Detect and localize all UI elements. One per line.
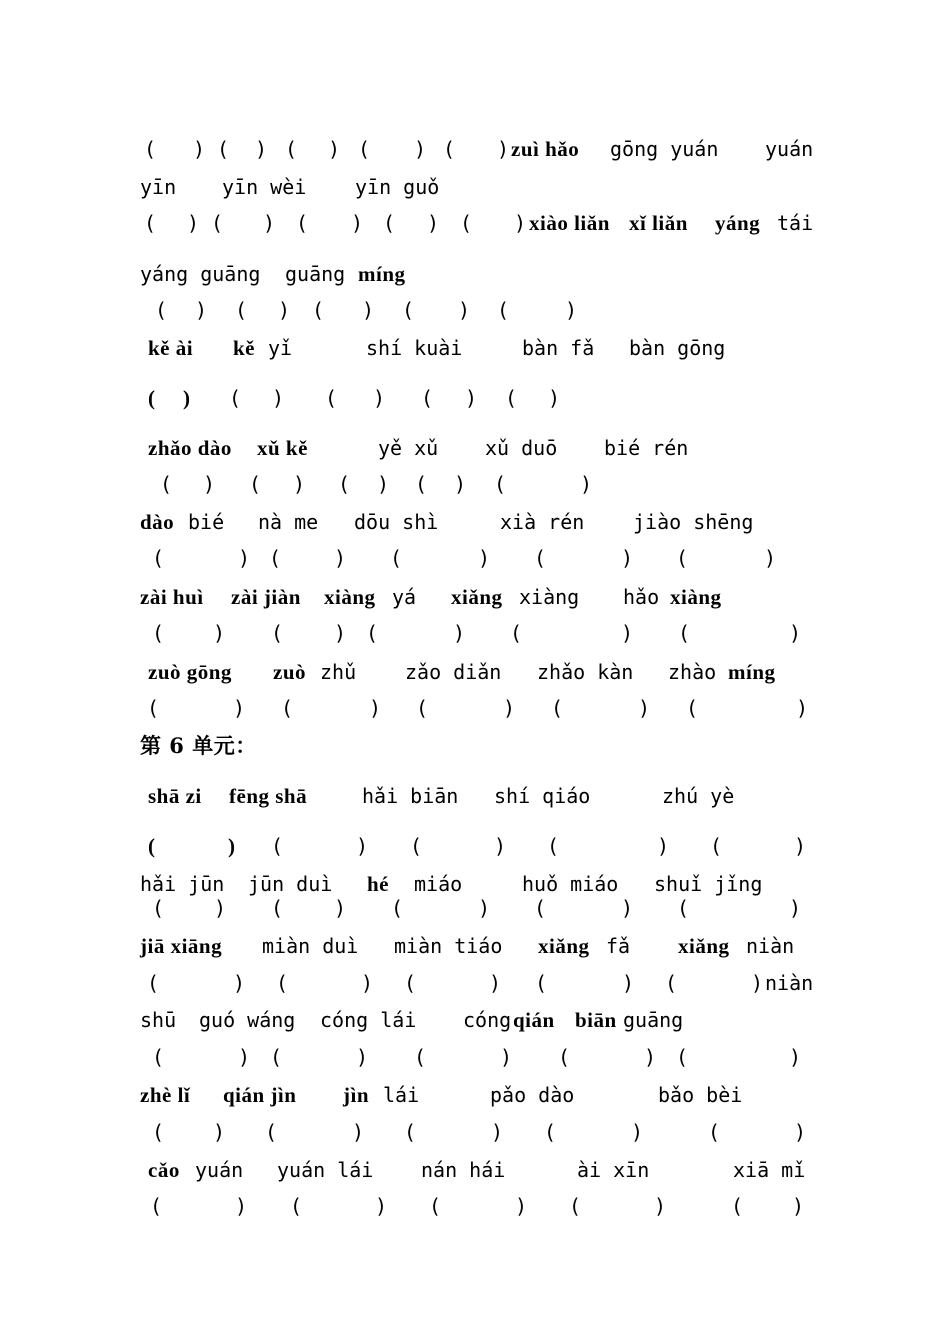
- pinyin-word: míng: [358, 262, 406, 286]
- answer-blank-open: (: [391, 896, 404, 920]
- text-line: [0, 1080, 950, 1110]
- pinyin-word: kě: [233, 336, 255, 360]
- pinyin-word: pǎo dào: [490, 1083, 575, 1107]
- answer-blank-open: (: [152, 546, 165, 570]
- pinyin-word: zǎo diǎn: [405, 660, 502, 684]
- pinyin-word: xià rén: [500, 510, 585, 534]
- answer-blank-open: (: [460, 211, 473, 235]
- pinyin-word: xiā mǐ: [733, 1158, 806, 1182]
- pinyin-word: xiàng: [670, 585, 722, 609]
- text-line: [0, 831, 950, 861]
- pinyin-word: xiàng: [519, 585, 580, 609]
- pinyin-word: yīn: [140, 175, 177, 199]
- answer-blank-close: ): [500, 1045, 513, 1069]
- answer-blank-close: ): [369, 696, 382, 720]
- pinyin-word: miáo: [414, 872, 463, 896]
- answer-blank-open: (: [708, 1120, 721, 1144]
- answer-blank-close: ): [631, 1120, 644, 1144]
- pinyin-word: zhǔ: [320, 660, 357, 684]
- answer-blank-open: (: [229, 386, 242, 410]
- answer-blank-open: (: [404, 971, 417, 995]
- pinyin-word: biān: [575, 1008, 617, 1032]
- text-line: [0, 968, 950, 998]
- answer-blank-close: ): [328, 137, 341, 161]
- answer-blank-open: (: [325, 386, 338, 410]
- pinyin-word: yīn wèi: [222, 175, 307, 199]
- answer-blank-open: (: [404, 1120, 417, 1144]
- answer-blank-close: ): [255, 137, 268, 161]
- pinyin-word: zhǎo dào: [148, 436, 232, 460]
- pinyin-word: zuì hǎo: [511, 137, 580, 161]
- answer-blank-close: ): [278, 298, 291, 322]
- answer-blank-close: ): [361, 971, 374, 995]
- text-line: [0, 469, 950, 499]
- pinyin-word: fēng shā: [229, 784, 308, 808]
- pinyin-word: huǒ miáo: [522, 872, 619, 896]
- answer-blank-close: ): [334, 621, 347, 645]
- text-line: [0, 1005, 950, 1035]
- pinyin-word: cóng lái: [320, 1008, 417, 1032]
- text-line: [0, 693, 950, 723]
- answer-blank-close: ): [796, 696, 809, 720]
- answer-blank-open: (: [265, 1120, 278, 1144]
- answer-blank-close: ): [183, 386, 191, 410]
- pinyin-word: fǎ: [606, 934, 631, 958]
- pinyin-word: guāng: [623, 1008, 684, 1032]
- pinyin-word: zuò: [273, 660, 306, 684]
- pinyin-word: bié: [188, 510, 225, 534]
- answer-blank-open: (: [144, 211, 157, 235]
- answer-blank-close: ): [458, 298, 471, 322]
- pinyin-word: tái: [777, 211, 814, 235]
- answer-blank-close: ): [478, 546, 491, 570]
- answer-blank-close: ): [565, 298, 578, 322]
- answer-blank-open: (: [505, 386, 518, 410]
- answer-blank-close: ): [228, 834, 236, 858]
- pinyin-word: shí qiáo: [494, 784, 591, 808]
- pinyin-word: nà me: [258, 510, 319, 534]
- section-heading-row: [0, 731, 950, 761]
- answer-blank-close: ): [489, 971, 502, 995]
- answer-blank-close: ): [187, 211, 200, 235]
- pinyin-word: hǎi biān: [362, 784, 459, 808]
- text-line: [0, 582, 950, 612]
- pinyin-word: hǎi jūn: [140, 872, 225, 896]
- answer-blank-close: ): [792, 1194, 805, 1218]
- answer-blank-open: (: [710, 834, 723, 858]
- answer-blank-open: (: [497, 298, 510, 322]
- text-line: [0, 1155, 950, 1185]
- answer-blank-open: (: [677, 896, 690, 920]
- answer-blank-open: (: [535, 971, 548, 995]
- answer-blank-close: ): [514, 211, 527, 235]
- pinyin-word: bàn gōng: [629, 336, 726, 360]
- answer-blank-close: ): [233, 971, 246, 995]
- answer-blank-close: ): [238, 1045, 251, 1069]
- answer-blank-open: (: [276, 971, 289, 995]
- pinyin-word: lái: [383, 1083, 420, 1107]
- pinyin-word: hǎo: [623, 585, 660, 609]
- answer-blank-open: (: [147, 696, 160, 720]
- pinyin-word: xiǎng: [538, 934, 590, 958]
- answer-blank-open: (: [534, 546, 547, 570]
- answer-blank-open: (: [211, 211, 224, 235]
- answer-blank-open: (: [366, 621, 379, 645]
- pinyin-word: shí kuài: [366, 336, 463, 360]
- pinyin-word: yuán: [195, 1158, 244, 1182]
- answer-blank-open: (: [338, 472, 351, 496]
- answer-blank-close: ): [214, 896, 227, 920]
- answer-blank-open: (: [152, 1120, 165, 1144]
- answer-blank-open: (: [271, 834, 284, 858]
- answer-blank-close: ): [356, 834, 369, 858]
- answer-blank-close: ): [503, 696, 516, 720]
- text-line: [0, 931, 950, 961]
- pinyin-word: gōng yuán: [610, 137, 719, 161]
- answer-blank-open: (: [152, 896, 165, 920]
- answer-blank-open: (: [402, 298, 415, 322]
- answer-blank-close: ): [238, 546, 251, 570]
- text-line: [0, 172, 950, 202]
- answer-blank-close: ): [764, 546, 777, 570]
- answer-blank-open: (: [569, 1194, 582, 1218]
- answer-blank-close: ): [789, 1045, 802, 1069]
- answer-blank-open: (: [148, 834, 156, 858]
- answer-blank-open: (: [665, 971, 678, 995]
- pinyin-word: jiào shēng: [633, 510, 754, 534]
- answer-blank-open: (: [421, 386, 434, 410]
- pinyin-word: xǔ kě: [257, 436, 308, 460]
- answer-blank-close: ): [373, 386, 386, 410]
- text-line: [0, 1117, 950, 1147]
- text-line: [0, 295, 950, 325]
- pinyin-word: yáng: [715, 211, 761, 235]
- pinyin-word: xiǎng: [678, 934, 730, 958]
- pinyin-word: jūn duì: [248, 872, 333, 896]
- answer-blank-close: ): [654, 1194, 667, 1218]
- answer-blank-open: (: [155, 298, 168, 322]
- answer-blank-close: ): [293, 472, 306, 496]
- answer-blank-open: (: [414, 1045, 427, 1069]
- answer-blank-close: ): [203, 472, 216, 496]
- answer-blank-open: (: [558, 1045, 571, 1069]
- pinyin-word: zhú yè: [662, 784, 735, 808]
- answer-blank-open: (: [281, 696, 294, 720]
- answer-blank-open: (: [269, 546, 282, 570]
- pinyin-word: niàn: [765, 971, 814, 995]
- answer-blank-open: (: [390, 546, 403, 570]
- pinyin-word: zài huì: [140, 585, 204, 609]
- pinyin-word: shuǐ jǐng: [654, 872, 763, 896]
- answer-blank-open: (: [383, 211, 396, 235]
- pinyin-word: miàn duì: [262, 934, 359, 958]
- pinyin-word: qián: [513, 1008, 555, 1032]
- text-line: [0, 433, 950, 463]
- pinyin-word: ài xīn: [577, 1158, 650, 1182]
- answer-blank-close: ): [657, 834, 670, 858]
- answer-blank-close: ): [478, 896, 491, 920]
- answer-blank-close: ): [580, 472, 593, 496]
- pinyin-word: zhào: [668, 660, 717, 684]
- answer-blank-open: (: [443, 137, 456, 161]
- pinyin-word: míng: [728, 660, 776, 684]
- text-line: [0, 618, 950, 648]
- answer-blank-open: (: [415, 472, 428, 496]
- answer-blank-close: ): [334, 546, 347, 570]
- answer-blank-close: ): [193, 137, 206, 161]
- answer-blank-open: (: [235, 298, 248, 322]
- pinyin-word: shū: [140, 1008, 177, 1032]
- answer-blank-close: ): [334, 896, 347, 920]
- answer-blank-open: (: [152, 621, 165, 645]
- answer-blank-close: ): [494, 834, 507, 858]
- answer-blank-open: (: [731, 1194, 744, 1218]
- pinyin-word: yīn guǒ: [355, 175, 440, 199]
- answer-blank-open: (: [160, 472, 173, 496]
- pinyin-word: dào: [140, 510, 175, 534]
- pinyin-word: bàn fǎ: [522, 336, 595, 360]
- pinyin-word: xǔ duō: [485, 436, 558, 460]
- answer-blank-close: ): [621, 896, 634, 920]
- answer-blank-close: ): [377, 472, 390, 496]
- answer-blank-close: ): [195, 298, 208, 322]
- answer-blank-close: ): [362, 298, 375, 322]
- pinyin-word: zhǎo kàn: [537, 660, 634, 684]
- pinyin-word: bǎo bèi: [658, 1083, 743, 1107]
- answer-blank-close: ): [515, 1194, 528, 1218]
- pinyin-word: yáng guāng: [140, 262, 261, 286]
- answer-blank-close: ): [454, 472, 467, 496]
- text-line: [0, 134, 950, 164]
- pinyin-word: cóng: [463, 1008, 512, 1032]
- pinyin-word: guó wáng: [199, 1008, 296, 1032]
- text-line: [0, 383, 950, 413]
- answer-blank-close: ): [427, 211, 440, 235]
- answer-blank-close: ): [375, 1194, 388, 1218]
- answer-blank-close: ): [638, 696, 651, 720]
- pinyin-word: xiàng: [324, 585, 376, 609]
- answer-blank-close: ): [548, 386, 561, 410]
- answer-blank-close: ): [622, 971, 635, 995]
- answer-blank-close: ): [491, 1120, 504, 1144]
- pinyin-word: bié rén: [604, 436, 689, 460]
- pinyin-word: qián jìn: [223, 1083, 297, 1107]
- pinyin-word: xiǎng: [451, 585, 503, 609]
- answer-blank-close: ): [644, 1045, 657, 1069]
- answer-blank-open: (: [534, 896, 547, 920]
- pinyin-word: guāng: [285, 262, 346, 286]
- pinyin-word: miàn tiáo: [394, 934, 503, 958]
- answer-blank-open: (: [285, 137, 298, 161]
- answer-blank-open: (: [678, 621, 691, 645]
- answer-blank-open: (: [150, 1194, 163, 1218]
- answer-blank-close: ): [789, 896, 802, 920]
- answer-blank-open: (: [147, 971, 160, 995]
- answer-blank-open: (: [547, 834, 560, 858]
- pinyin-word: yě xǔ: [378, 436, 439, 460]
- answer-blank-open: (: [676, 1045, 689, 1069]
- text-line: [0, 507, 950, 537]
- answer-blank-close: ): [263, 211, 276, 235]
- answer-blank-close: ): [213, 1120, 226, 1144]
- text-line: [0, 657, 950, 687]
- pinyin-word: dōu shì: [354, 510, 439, 534]
- answer-blank-open: (: [217, 137, 230, 161]
- answer-blank-open: (: [510, 621, 523, 645]
- answer-blank-close: ): [794, 834, 807, 858]
- answer-blank-close: ): [751, 971, 764, 995]
- pinyin-word: zuò gōng: [148, 660, 232, 684]
- answer-blank-close: ): [233, 696, 246, 720]
- pinyin-word: xiào liǎn: [529, 211, 610, 235]
- pinyin-word: zài jiàn: [231, 585, 301, 609]
- text-line: [0, 259, 950, 289]
- answer-blank-close: ): [356, 1045, 369, 1069]
- text-line: [0, 543, 950, 573]
- text-line: [0, 1042, 950, 1072]
- answer-blank-close: ): [352, 1120, 365, 1144]
- pinyin-word: yá: [392, 585, 417, 609]
- pinyin-word: yuán lái: [277, 1158, 374, 1182]
- answer-blank-open: (: [416, 696, 429, 720]
- answer-blank-close: ): [213, 621, 226, 645]
- answer-blank-close: ): [414, 137, 427, 161]
- answer-blank-close: ): [621, 621, 634, 645]
- pinyin-word: cǎo: [148, 1158, 180, 1182]
- pinyin-word: jiā xiāng: [140, 934, 223, 958]
- answer-blank-open: (: [494, 472, 507, 496]
- text-line: [0, 333, 950, 363]
- answer-blank-close: ): [794, 1120, 807, 1144]
- text-line: [0, 1191, 950, 1221]
- text-line: [0, 781, 950, 811]
- answer-blank-open: (: [271, 896, 284, 920]
- answer-blank-open: (: [270, 1045, 283, 1069]
- section-heading: 第 6 单元：: [140, 733, 257, 758]
- answer-blank-close: ): [235, 1194, 248, 1218]
- answer-blank-close: ): [621, 546, 634, 570]
- pinyin-word: yuán: [765, 137, 814, 161]
- answer-blank-open: (: [152, 1045, 165, 1069]
- answer-blank-open: (: [312, 298, 325, 322]
- answer-blank-open: (: [144, 137, 157, 161]
- answer-blank-open: (: [410, 834, 423, 858]
- pinyin-word: shā zi: [148, 784, 202, 808]
- text-line: [0, 893, 950, 923]
- pinyin-word: xǐ liǎn: [629, 211, 688, 235]
- pinyin-word: kě ài: [148, 336, 194, 360]
- pinyin-word: nán hái: [421, 1158, 506, 1182]
- answer-blank-close: ): [351, 211, 364, 235]
- answer-blank-close: ): [272, 386, 285, 410]
- answer-blank-close: ): [453, 621, 466, 645]
- answer-blank-open: (: [249, 472, 262, 496]
- pinyin-word: niàn: [746, 934, 795, 958]
- answer-blank-open: (: [544, 1120, 557, 1144]
- answer-blank-close: ): [789, 621, 802, 645]
- answer-blank-open: (: [551, 696, 564, 720]
- answer-blank-open: (: [429, 1194, 442, 1218]
- pinyin-word: yǐ: [268, 336, 293, 360]
- answer-blank-open: (: [686, 696, 699, 720]
- answer-blank-open: (: [148, 386, 156, 410]
- pinyin-word: jìn: [343, 1083, 370, 1107]
- answer-blank-open: (: [676, 546, 689, 570]
- answer-blank-open: (: [296, 211, 309, 235]
- pinyin-word: zhè lǐ: [140, 1083, 191, 1107]
- answer-blank-close: ): [465, 386, 478, 410]
- text-line: [0, 208, 950, 238]
- answer-blank-open: (: [358, 137, 371, 161]
- answer-blank-open: (: [290, 1194, 303, 1218]
- pinyin-word: hé: [367, 872, 389, 896]
- answer-blank-open: (: [271, 621, 284, 645]
- answer-blank-close: ): [497, 137, 510, 161]
